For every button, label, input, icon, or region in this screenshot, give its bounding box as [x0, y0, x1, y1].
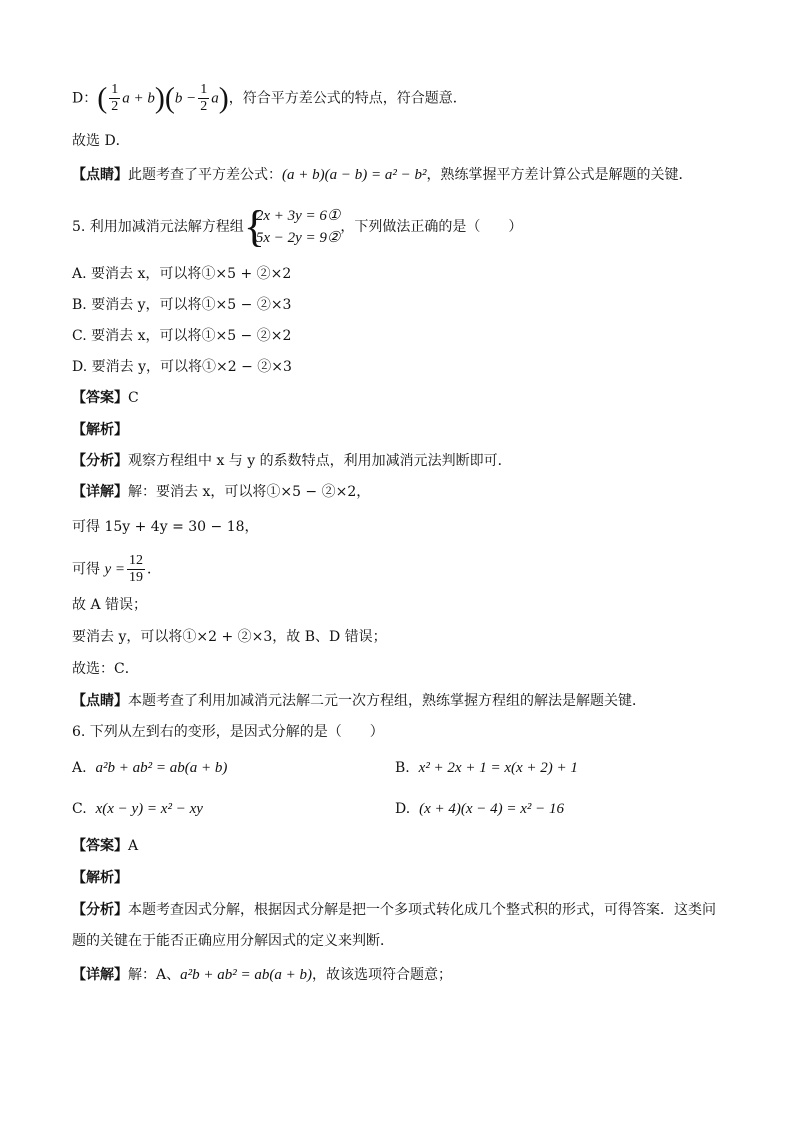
q5-option-c: C. 要消去 x，可以将①×5 − ②×2: [72, 328, 292, 344]
q6-answer: A: [128, 838, 139, 854]
q5-step2-suffix: ．: [146, 561, 161, 578]
q6-option-c-formula: x(x − y) = x² − xy: [95, 801, 203, 817]
choose-d-line: 故选 D．: [72, 133, 130, 149]
dianjing-1-line: [72, 165, 692, 185]
q6-xiangjie-suffix: ，故该选项符合题意；: [311, 967, 452, 983]
q5-step-5: 故选：C．: [72, 661, 139, 677]
q5-xiangjie-line: [72, 482, 370, 502]
fraction-half-2: $\frac{1}{2}$: [200, 82, 208, 114]
q5-xiangjie: 解：要消去 x，可以将①×5 − ②×2，: [128, 484, 371, 500]
q6-analysis-tag: [72, 868, 128, 888]
numerator: 12: [128, 553, 143, 568]
answer-tag: 【答案】: [72, 838, 128, 854]
q5-option-d: D. 要消去 y，可以将①×2 − ②×3: [72, 359, 292, 375]
q5-fenxi-line: [72, 451, 512, 471]
dianjing-tag: 【点睛】: [72, 693, 128, 709]
q6-option-c-label: C.: [72, 801, 87, 817]
q6-xiangjie-prefix: 解：A、: [128, 967, 181, 983]
dianjing-text: 此题考查了平方差公式：: [128, 167, 282, 183]
q5-answer-line: [72, 388, 139, 408]
option-d-comment: ，符合平方差公式的特点，符合题意．: [228, 90, 467, 107]
fraction-half: $\frac{1}{2}$: [111, 82, 119, 114]
q5-dianjing: 本题考查了利用加减消元法解二元一次方程组，熟练掌握方程组的解法是解题关键．: [128, 693, 646, 709]
q6-answer-line: [72, 836, 138, 856]
q6-option-a: [72, 758, 227, 778]
equation-2: 5x − 2y = 9②: [255, 230, 341, 246]
xiangjie-tag: 【详解】: [72, 967, 128, 983]
q6-option-b: [395, 758, 578, 778]
q5-dianjing-line: [72, 691, 646, 711]
q5-step2-prefix: 可得: [72, 561, 100, 578]
q5-step-3: 故 A 错误；: [72, 597, 148, 613]
q5-step-1: 可得 15y + 4y = 30 − 18，: [72, 519, 259, 535]
fraction-12-19: [127, 553, 145, 586]
q5-option-a: A. 要消去 x，可以将①×5 + ②×2: [72, 266, 292, 282]
q5-step-2: [72, 553, 161, 586]
q6-xiangjie-line: [72, 965, 452, 985]
dianjing-tag: 【点睛】: [72, 167, 128, 183]
q5-step2-var: y =: [104, 561, 125, 578]
q5-option-b: B. 要消去 y，可以将①×5 − ②×3: [72, 297, 292, 313]
fenxi-tag: 【分析】: [72, 453, 128, 469]
q5-stem-prefix: 5. 利用加减消元法解方程组: [72, 219, 244, 235]
option-d-label: D：: [72, 90, 98, 107]
analysis-tag: 【解析】: [72, 422, 128, 438]
option-d-line: D：( $\frac{1}{2}$ a + b)(b − $\frac{1}{2}$ a)，符合平方差公式的特点，符合题意．: [72, 81, 467, 115]
q6-fenxi-1: 本题考查因式分解，根据因式分解是把一个多项式转化成几个整式积的形式，可得答案．这类问: [128, 902, 716, 918]
xiangjie-tag: 【详解】: [72, 484, 128, 500]
q6-option-b-formula: x² + 2x + 1 = x(x + 2) + 1: [418, 760, 578, 776]
q6-option-c: [72, 799, 203, 819]
q6-option-a-label: A.: [72, 760, 87, 776]
q6-option-a-formula: a²b + ab² = ab(a + b): [95, 760, 228, 776]
question-5-stem: [72, 202, 523, 251]
q6-fenxi-line-2: 题的关键在于能否正确应用分解因式的定义来判断．: [72, 933, 394, 949]
denominator: 19: [128, 570, 143, 585]
q5-step-4: 要消去 y，可以将①×2 + ②×3，故 B、D 错误；: [72, 629, 387, 645]
question-6-stem: 6. 下列从左到右的变形，是因式分解的是（ ）: [72, 724, 384, 740]
equation-1: 2x + 3y = 6①: [255, 208, 341, 224]
dianjing-tail: ，熟练掌握平方差计算公式是解题的关键．: [426, 167, 693, 183]
q5-analysis-tag: [72, 420, 128, 440]
equation-system: { 2x + 3y = 6① 5x − 2y = 9②: [243, 202, 341, 251]
q6-option-d: [395, 799, 564, 819]
q5-stem-suffix: ，下列做法正确的是（ ）: [340, 219, 523, 235]
q5-answer: C: [128, 390, 139, 406]
q5-fenxi: 观察方程组中 x 与 y 的系数特点，利用加减消元法判断即可．: [128, 453, 512, 469]
q6-option-d-label: D.: [395, 801, 411, 817]
q6-fenxi-line-1: [72, 900, 716, 920]
q6-option-b-label: B.: [395, 760, 410, 776]
q6-xiangjie-formula: a²b + ab² = ab(a + b): [180, 967, 312, 983]
fenxi-tag: 【分析】: [72, 902, 128, 918]
q6-option-d-formula: (x + 4)(x − 4) = x² − 16: [419, 801, 565, 817]
square-difference-formula: (a + b)(a − b) = a² − b²: [282, 167, 427, 183]
analysis-tag: 【解析】: [72, 870, 128, 886]
answer-tag: 【答案】: [72, 390, 128, 406]
